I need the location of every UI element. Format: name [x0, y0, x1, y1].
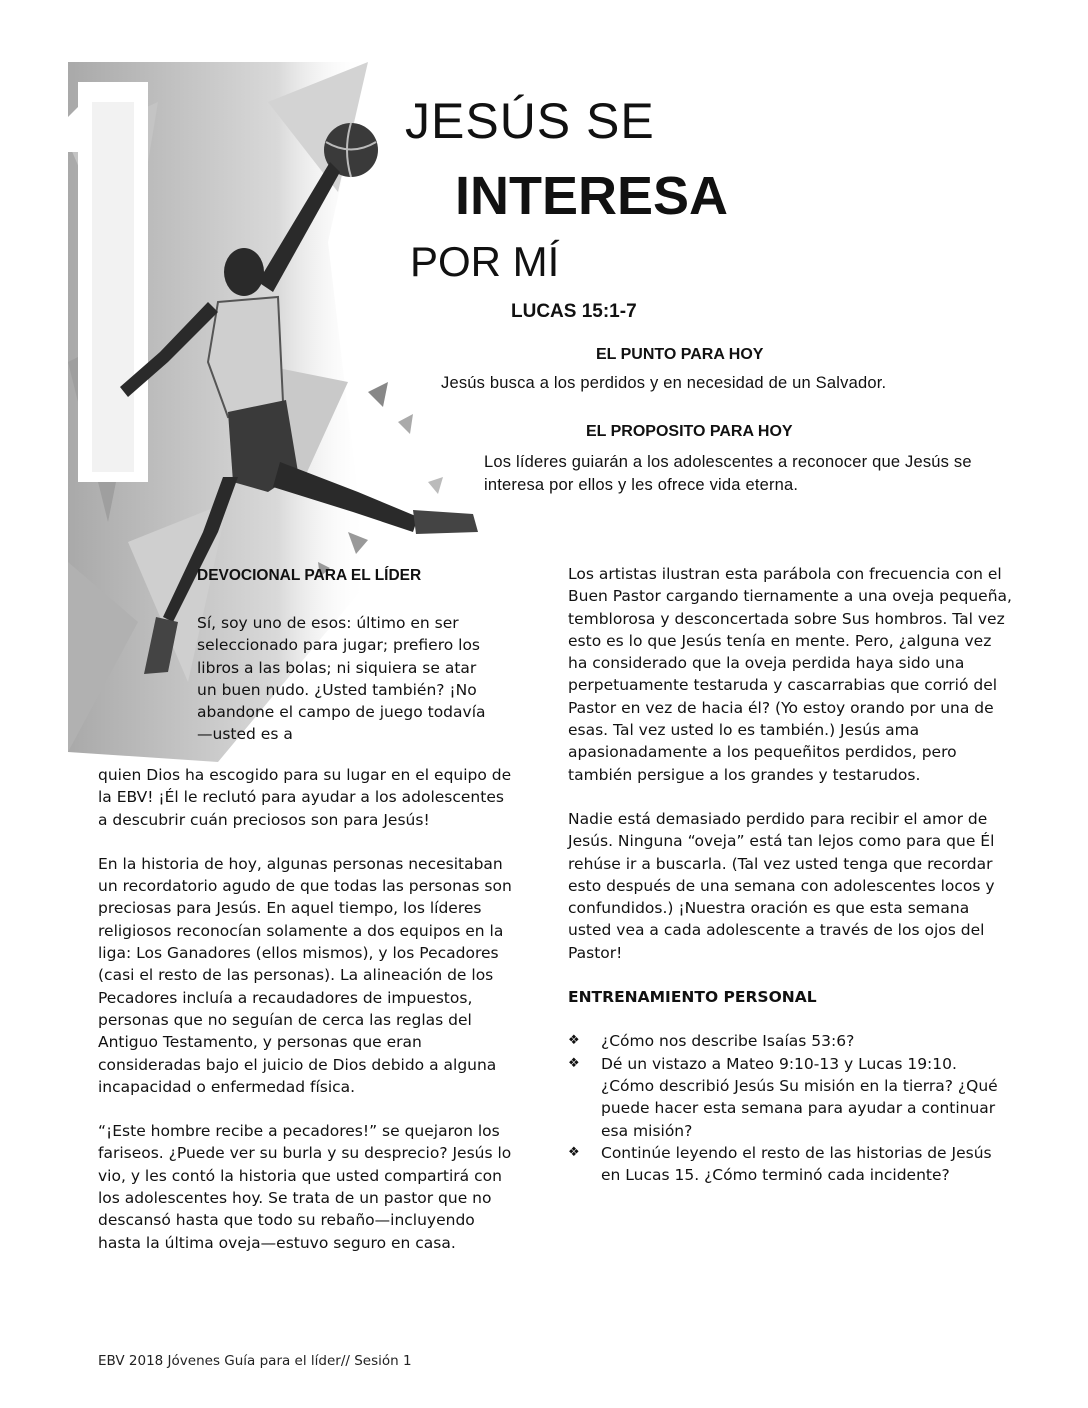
proposito-heading: EL PROPOSITO PARA HOY: [586, 423, 793, 440]
list-item-text: ¿Cómo nos describe Isaías 53:6?: [601, 1032, 855, 1051]
left-column: [98, 764, 518, 1276]
right-paragraph: Nadie está demasiado perdido para recibir el amor de Jesús. Ninguna “oveja” está tan lejos como para que Él rehúse ir a buscarla. (Tal vez usted tenga que recordar esto después de una semana con adolescentes locos y confundidos.) ¡Nuestra oración es que esta semana usted vea a cada adolescente a través de los ojos del Pastor!: [568, 809, 995, 962]
entrenamiento-heading: ENTRENAMIENTO PERSONAL: [568, 988, 817, 1007]
entrenamiento-list: [568, 1030, 1012, 1186]
title-line-2: INTERESA: [455, 166, 729, 226]
list-item: [568, 1053, 1012, 1142]
title-line-3: POR MÍ: [410, 238, 560, 285]
list-item-text: Dé un vistazo a Mateo 9:10-13 y Lucas 19:10. ¿Cómo describió Jesús Su misión en la tierra? ¿Qué puede hacer esta semana para ayudar a continuar esa misión?: [601, 1054, 998, 1140]
left-paragraph: quien Dios ha escogido para su lugar en el equipo de la EBV! ¡Él le reclutó para ayudar a los adolescentes a descubrir cuán preciosos son para Jesús!: [98, 766, 512, 829]
devocional-intro: Sí, soy uno de esos: último en ser seleccionado para jugar; prefiero los libros a las bolas; ni siquiera se atar un buen nudo. ¿Usted también? ¡No abandone el campo de juego todavía—usted es a: [197, 614, 486, 744]
right-paragraph: Los artistas ilustran esta parábola con frecuencia con el Buen Pastor cargando tiernamente a una oveja pequeña, temblorosa y desconcertada sobre Sus hombros. Tal vez esto es lo que Jesús tenía en mente. Pero, ¿alguna vez ha considerado que la oveja perdida haya sido una perpetuamente testaruda y cascarrabias que corrió del Pastor en vez de hacia él? (Yo estoy orando por una de esas. Tal vez usted lo es también.) Jesús ama apasionadamente a los pequeñitos perdidos, pero también persigue a los grandes y testarudos.: [568, 565, 1012, 784]
left-paragraph: “¡Este hombre recibe a pecadores!” se quejaron los fariseos. ¿Puede ver su burla y su desprecio? Jesús lo vio, y les contó la historia que usted compartirá con los adolescentes hoy. Se trata de un pastor que no descansó hasta que todo su rebaño—incluyendo hasta la última oveja—estuvo seguro en casa.: [98, 1122, 512, 1252]
right-column: [568, 563, 1012, 1186]
list-item-text: Continúe leyendo el resto de las historias de Jesús en Lucas 15. ¿Cómo terminó cada incidente?: [601, 1143, 992, 1185]
list-item: [568, 1142, 1012, 1187]
list-item: [568, 1030, 1012, 1052]
proposito-text: Los líderes guiarán a los adolescentes a reconocer que Jesús se interesa por ellos y les ofrece vida eterna.: [484, 453, 972, 494]
devocional-heading: DEVOCIONAL PARA EL LÍDER: [197, 567, 422, 584]
bullet-icon: ❖: [568, 1144, 580, 1160]
punto-heading: EL PUNTO PARA HOY: [596, 346, 764, 363]
title-line-1: JESÚS SE: [405, 93, 655, 149]
page-footer: EBV 2018 Jóvenes Guía para el líder// Sesión 1: [98, 1353, 412, 1369]
left-paragraph: En la historia de hoy, algunas personas necesitaban un recordatorio agudo de que todas las personas son preciosas para Jesús. En aquel tiempo, los líderes religiosos reconocían solamente a dos equipos en la liga: Los Ganadores (ellos mismos), y los Pecadores (casi el resto de las personas). La alineación de los Pecadores incluía a recaudadores de impuestos, personas que no seguían de cerca las reglas del Antiguo Testamento, y personas que eran consideradas bajo el juicio de Dios debido a alguna incapacidad o enfermedad física.: [98, 854, 512, 1096]
punto-text: Jesús busca a los perdidos y en necesidad de un Salvador.: [441, 374, 887, 392]
bullet-icon: ❖: [568, 1033, 580, 1049]
bullet-icon: ❖: [568, 1055, 580, 1071]
scripture-reference: LUCAS 15:1-7: [511, 301, 637, 322]
